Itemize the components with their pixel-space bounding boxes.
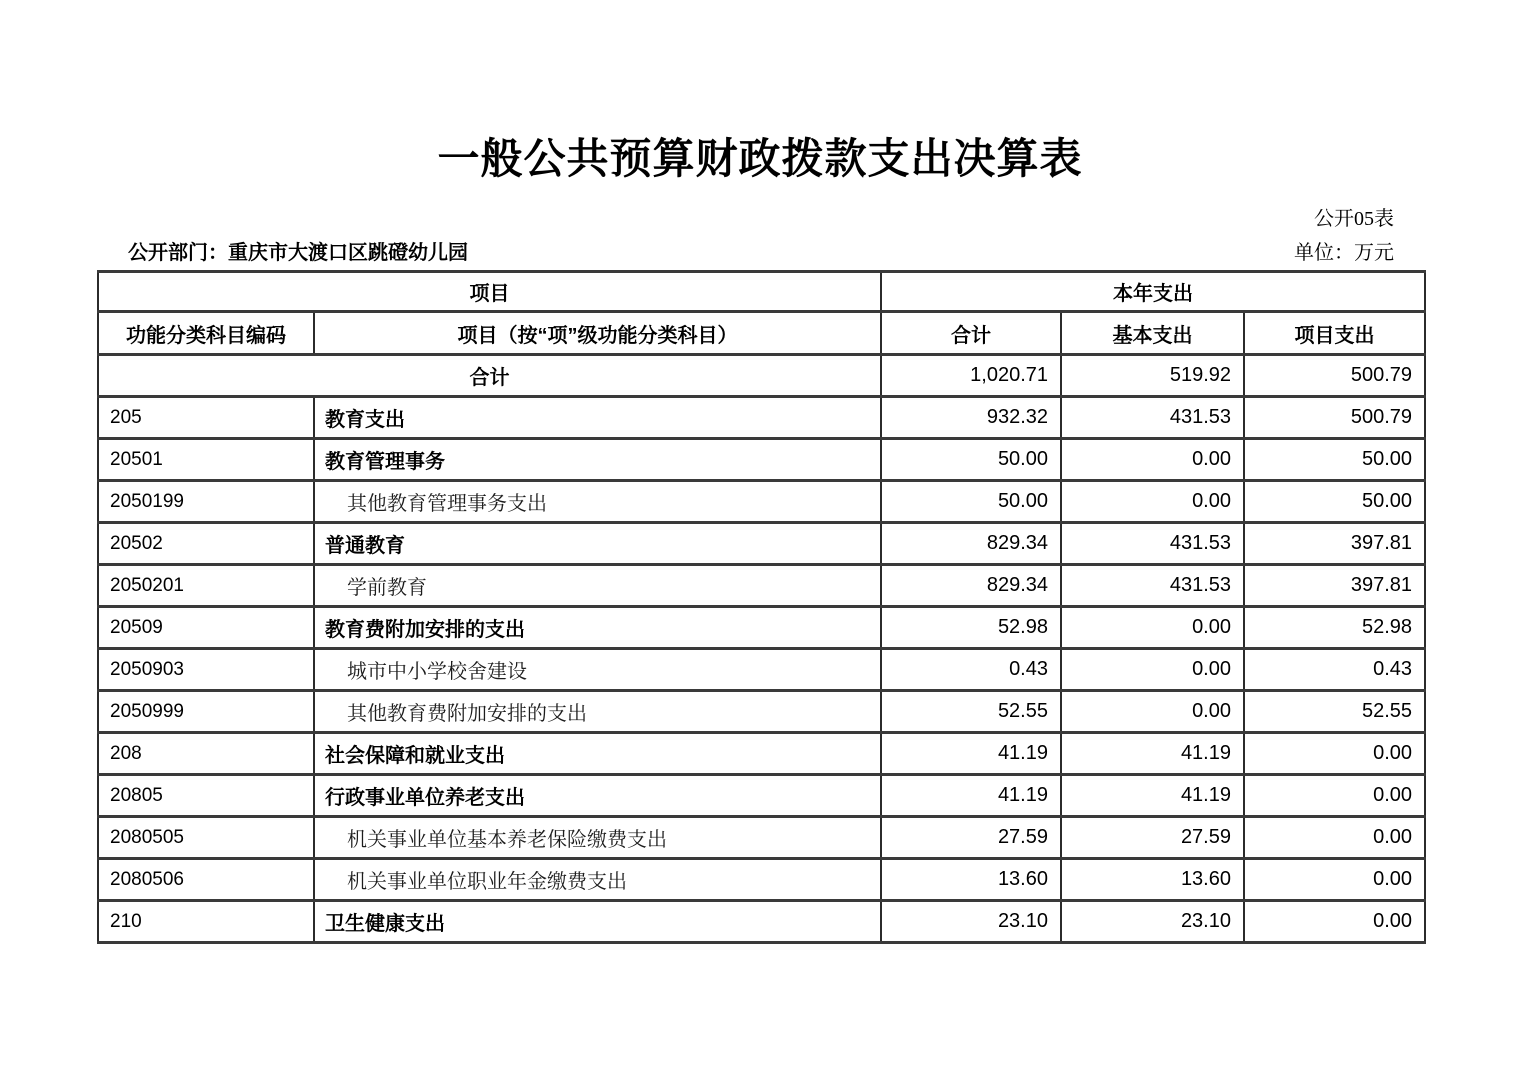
row-name: 机关事业单位职业年金缴费支出 (314, 859, 881, 901)
row-project: 0.43 (1244, 649, 1425, 691)
row-code: 20501 (98, 439, 314, 481)
row-total: 23.10 (881, 901, 1061, 943)
row-total: 829.34 (881, 565, 1061, 607)
row-name: 社会保障和就业支出 (314, 733, 881, 775)
table-row (98, 901, 1425, 943)
row-project: 500.79 (1244, 397, 1425, 439)
row-project: 397.81 (1244, 523, 1425, 565)
row-name: 学前教育 (314, 565, 881, 607)
row-project: 0.00 (1244, 901, 1425, 943)
row-project: 0.00 (1244, 733, 1425, 775)
row-basic: 27.59 (1061, 817, 1244, 859)
table-row (98, 859, 1425, 901)
row-basic: 431.53 (1061, 565, 1244, 607)
row-project: 52.55 (1244, 691, 1425, 733)
row-total: 52.55 (881, 691, 1061, 733)
row-name: 城市中小学校舍建设 (314, 649, 881, 691)
row-name: 普通教育 (314, 523, 881, 565)
row-basic: 41.19 (1061, 733, 1244, 775)
row-code: 20805 (98, 775, 314, 817)
unit-label: 单位：万元 (1294, 242, 1394, 264)
table-row (98, 565, 1425, 607)
row-name: 其他教育管理事务支出 (314, 481, 881, 523)
table-row (98, 733, 1425, 775)
header-project-item: 项目（按“项”级功能分类科目） (314, 312, 881, 355)
header-group-row (98, 272, 1425, 312)
row-total: 0.43 (881, 649, 1061, 691)
row-project: 52.98 (1244, 607, 1425, 649)
row-name: 教育费附加安排的支出 (314, 607, 881, 649)
table-row (98, 481, 1425, 523)
row-name: 行政事业单位养老支出 (314, 775, 881, 817)
row-name: 教育管理事务 (314, 439, 881, 481)
header-basic-expenditure: 基本支出 (1061, 312, 1244, 355)
row-basic: 0.00 (1061, 607, 1244, 649)
total-row-label: 合计 (98, 355, 881, 397)
row-total: 27.59 (881, 817, 1061, 859)
row-code: 2050903 (98, 649, 314, 691)
row-name: 卫生健康支出 (314, 901, 881, 943)
row-code: 210 (98, 901, 314, 943)
header-project-expenditure: 项目支出 (1244, 312, 1425, 355)
row-code: 20502 (98, 523, 314, 565)
row-code: 2050201 (98, 565, 314, 607)
row-basic: 431.53 (1061, 523, 1244, 565)
row-name: 其他教育费附加安排的支出 (314, 691, 881, 733)
row-code: 2080506 (98, 859, 314, 901)
row-code: 2080505 (98, 817, 314, 859)
total-row-project: 500.79 (1244, 355, 1425, 397)
header-columns-row (98, 312, 1425, 355)
table-body (98, 355, 1425, 943)
table-row (98, 523, 1425, 565)
total-row-basic: 519.92 (1061, 355, 1244, 397)
row-project: 50.00 (1244, 481, 1425, 523)
row-basic: 13.60 (1061, 859, 1244, 901)
row-total: 13.60 (881, 859, 1061, 901)
table-row (98, 397, 1425, 439)
table-row (98, 439, 1425, 481)
header-current-year-group: 本年支出 (881, 272, 1425, 312)
row-basic: 41.19 (1061, 775, 1244, 817)
header-total: 合计 (881, 312, 1061, 355)
table-row (98, 607, 1425, 649)
row-project: 397.81 (1244, 565, 1425, 607)
page-title: 一般公共预算财政拨款支出决算表 (437, 135, 1083, 182)
total-row (98, 355, 1425, 397)
row-code: 2050999 (98, 691, 314, 733)
row-total: 52.98 (881, 607, 1061, 649)
expenditure-table (97, 270, 1426, 944)
total-row-total: 1,020.71 (881, 355, 1061, 397)
row-code: 20509 (98, 607, 314, 649)
row-name: 教育支出 (314, 397, 881, 439)
row-total: 41.19 (881, 775, 1061, 817)
row-total: 41.19 (881, 733, 1061, 775)
header-function-code: 功能分类科目编码 (98, 312, 314, 355)
row-total: 829.34 (881, 523, 1061, 565)
row-basic: 0.00 (1061, 691, 1244, 733)
table-row (98, 775, 1425, 817)
row-basic: 0.00 (1061, 649, 1244, 691)
row-project: 0.00 (1244, 817, 1425, 859)
table-row (98, 649, 1425, 691)
row-code: 205 (98, 397, 314, 439)
department-label: 公开部门：重庆市大渡口区跳磴幼儿园 (128, 242, 468, 264)
row-project: 50.00 (1244, 439, 1425, 481)
row-project: 0.00 (1244, 859, 1425, 901)
row-total: 932.32 (881, 397, 1061, 439)
row-project: 0.00 (1244, 775, 1425, 817)
row-basic: 23.10 (1061, 901, 1244, 943)
row-code: 2050199 (98, 481, 314, 523)
header-project-group: 项目 (98, 272, 881, 312)
row-total: 50.00 (881, 481, 1061, 523)
row-total: 50.00 (881, 439, 1061, 481)
table-number-label: 公开05表 (1314, 208, 1394, 230)
row-basic: 431.53 (1061, 397, 1244, 439)
table-row (98, 691, 1425, 733)
row-basic: 0.00 (1061, 439, 1244, 481)
row-name: 机关事业单位基本养老保险缴费支出 (314, 817, 881, 859)
table-row (98, 817, 1425, 859)
row-basic: 0.00 (1061, 481, 1244, 523)
row-code: 208 (98, 733, 314, 775)
